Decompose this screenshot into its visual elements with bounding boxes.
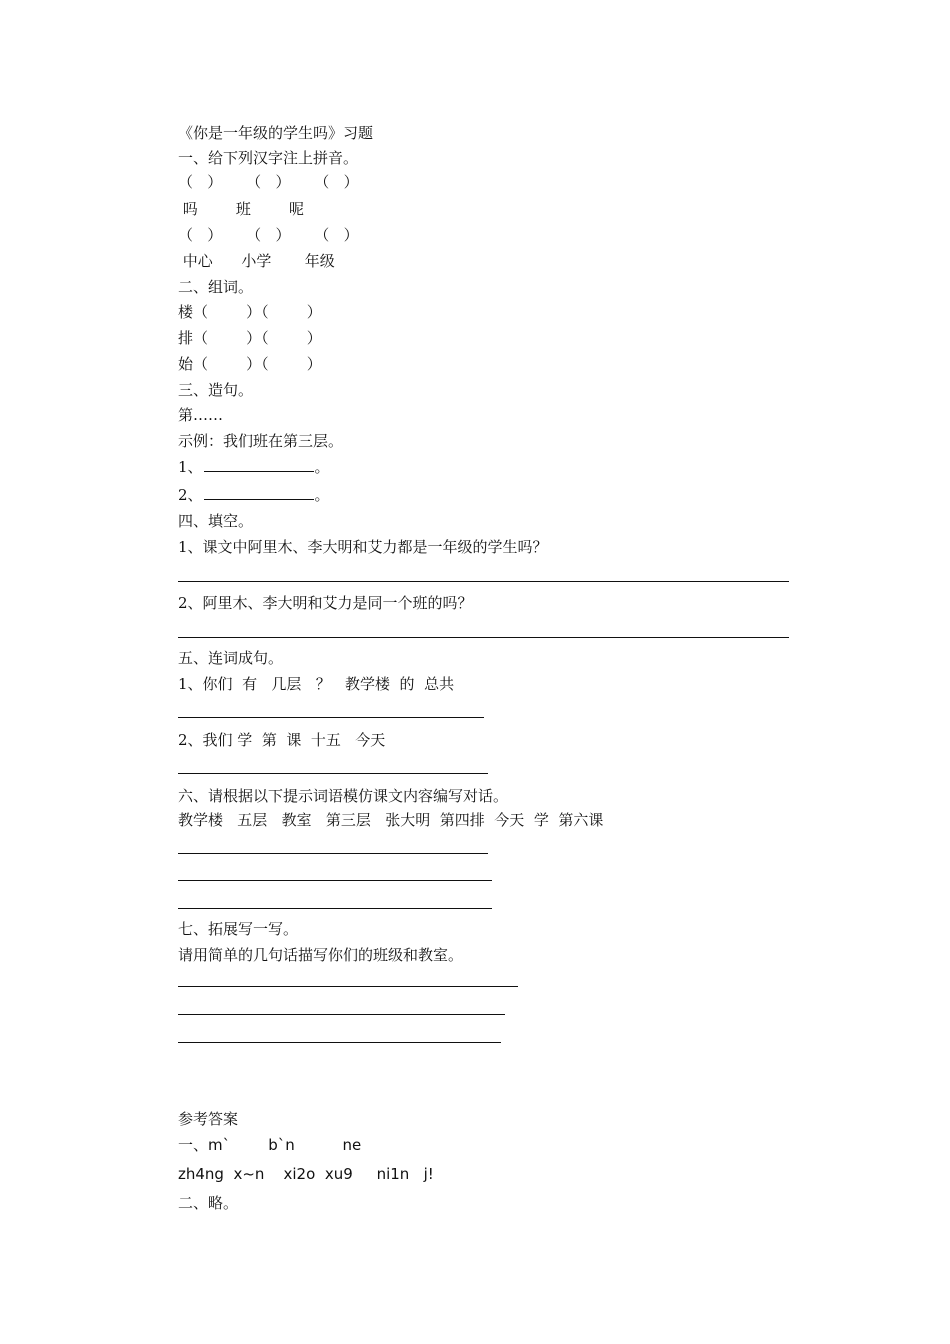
section6-heading: 六、请根据以下提示词语模仿课文内容编写对话。: [178, 787, 509, 805]
word-order-question-2: 2、我们 学 第 课 十五 今天: [178, 731, 386, 749]
pinyin-blanks-row1: （ ） （ ） （ ）: [178, 173, 359, 191]
word-order-question-1: 1、你们 有 几层 ？ 教学楼 的 总共: [178, 675, 455, 693]
fill-question-1: 1、课文中阿里木、李大明和艾力都是一年级的学生吗？: [178, 538, 548, 556]
answer-line: [178, 581, 789, 582]
section5-heading: 五、连词成句。: [178, 649, 284, 667]
section2-heading: 二、组词。: [178, 278, 254, 296]
answer-line: [178, 637, 789, 638]
answer-line: [178, 1042, 501, 1043]
sentence-item-2: 2、 。: [178, 486, 330, 504]
characters-row1: 吗 班 呢: [178, 200, 305, 218]
answer-line: [178, 880, 492, 881]
section3-heading: 三、造句。: [178, 381, 254, 399]
sentence-example: 示例：我们班在第三层。: [178, 432, 344, 450]
answer-blank: [204, 457, 314, 472]
fill-question-2: 2、阿里木、李大明和艾力是同一个班的吗？: [178, 594, 473, 612]
section4-heading: 四、填空。: [178, 512, 254, 530]
writing-prompt: 请用简单的几句话描写你们的班级和教室。: [178, 946, 464, 964]
answer-line: [178, 717, 484, 718]
answer-line: [178, 853, 488, 854]
word-group-row: 始（ ）（ ）: [178, 355, 322, 373]
answer-line: [178, 1014, 505, 1015]
answer-line-1: 一、m` b`n ne: [178, 1136, 362, 1154]
characters-row2: 中心 小学 年级: [178, 252, 335, 270]
answer-blank: [204, 485, 314, 500]
answers-heading: 参考答案: [178, 1110, 239, 1128]
answer-line: [178, 773, 488, 774]
word-group-row: 楼（ ）（ ）: [178, 303, 322, 321]
word-group-row: 排（ ）（ ）: [178, 329, 322, 347]
document-title: 《你是一年级的学生吗》习题: [178, 124, 374, 142]
dialogue-keywords: 教学楼 五层 教室 第三层 张大明 第四排 今天 学 第六课: [178, 811, 604, 829]
answer-line: [178, 908, 492, 909]
sentence-keyword: 第……: [178, 406, 224, 424]
answer-line: [178, 986, 518, 987]
section7-heading: 七、拓展写一写。: [178, 920, 299, 938]
answer-line-3: 二、略。: [178, 1194, 239, 1212]
section1-heading: 一、给下列汉字注上拼音。: [178, 149, 359, 167]
answer-line-2: zh4ng x~n xi2o xu9 ni1n j!: [178, 1165, 434, 1183]
sentence-item-1: 1、 。: [178, 458, 330, 476]
pinyin-blanks-row2: （ ） （ ） （ ）: [178, 226, 359, 244]
